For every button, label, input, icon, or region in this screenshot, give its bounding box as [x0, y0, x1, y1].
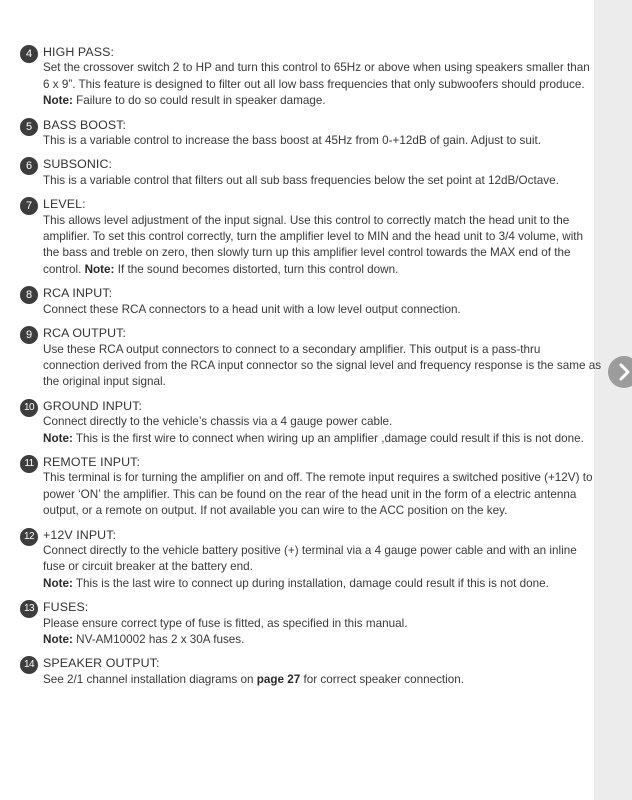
section-rca-output: [20, 325, 612, 391]
section-number: 7: [20, 197, 38, 215]
note-line: [43, 632, 612, 648]
section-speaker-output: [20, 655, 612, 688]
section-number: 10: [20, 399, 38, 417]
section-heading: SPEAKER OUTPUT:: [43, 656, 160, 671]
section-number: 14: [20, 656, 38, 674]
note-label: Note:: [43, 633, 73, 646]
section-heading: FUSES:: [43, 600, 89, 615]
note-text: If the sound becomes distorted, turn this control down.: [114, 262, 399, 276]
note-line: [43, 93, 612, 109]
section-heading: RCA OUTPUT:: [43, 326, 127, 341]
section-rca-input: [20, 285, 612, 318]
note-text: This is the last wire to connect up during installation, damage could result if this is not done.: [72, 576, 549, 590]
section-heading: HIGH PASS:: [43, 45, 114, 59]
body-line: Set the crossover switch 2 to HP and turn this control to 65Hz or above when using speakers smaller than: [43, 61, 590, 75]
note-text: NV-AM10002 has 2 x 30A fuses.: [72, 633, 245, 646]
section-number: 9: [20, 326, 38, 344]
body-line: amplifier. To set this control correctly, turn the amplifier level to MIN and the head unit to 3/4 volume, with: [43, 230, 584, 244]
chevron-right-icon: [608, 356, 632, 388]
note-line: [43, 262, 612, 278]
body-line: 6 x 9”. This feature is designed to filter out all low bass frequencies that only subwoofers should produce.: [43, 77, 585, 91]
section-number: 4: [20, 45, 38, 63]
section-fuses: [20, 599, 612, 648]
section-subsonic: [20, 156, 612, 189]
body-line: Please ensure correct type of fuse is fitted, as specified in this manual.: [43, 616, 408, 630]
section-heading: REMOTE INPUT:: [43, 454, 140, 469]
section-remote-input: [20, 454, 612, 520]
body-line: This is a variable control that filters out all sub bass frequencies below the set point at 12dB/Octave.: [43, 173, 559, 187]
body-text: control.: [43, 262, 85, 276]
body-line: connection derived from the RCA input connector so the signal level and frequency response is the same as: [43, 358, 602, 372]
note-label: Note:: [43, 94, 73, 108]
section-ground-input: [20, 398, 612, 447]
body-line: Connect directly to the vehicle’s chassis via a 4 gauge power cable.: [43, 415, 393, 429]
section-number: 8: [20, 286, 38, 304]
section-heading: RCA INPUT:: [43, 286, 113, 301]
body-line: Connect these RCA connectors to a head unit with a low level output connection.: [43, 302, 461, 316]
section-number: 6: [20, 157, 38, 175]
section-number: 13: [20, 600, 38, 618]
section-number: 12: [20, 528, 38, 546]
note-label: Note:: [84, 262, 115, 276]
note-line: [43, 431, 612, 447]
controls-list: [20, 44, 612, 695]
body-line: This allows level adjustment of the input signal. Use this control to correctly match the head unit to the: [43, 213, 570, 227]
body-text: for correct speaker connection.: [300, 672, 465, 686]
body-line: This terminal is for turning the amplifier on and off. The remote input requires a switched positive (+12V) to: [43, 471, 593, 485]
note-line: [43, 576, 612, 592]
body-line: [43, 672, 612, 688]
body-line: Connect directly to the vehicle battery positive (+) terminal via a 4 gauge power cable and with an inline: [43, 543, 577, 557]
page-reference: page 27: [256, 672, 301, 686]
section-heading: LEVEL:: [43, 197, 86, 212]
section-12v-input: [20, 527, 612, 593]
section-high-pass: [20, 44, 612, 110]
body-line: the bass and treble on zero, then slowly turn up this amplifier level control towards the MAX end of the: [43, 246, 571, 260]
next-page-button[interactable]: [608, 356, 632, 388]
section-heading: SUBSONIC:: [43, 157, 113, 172]
section-heading: BASS BOOST:: [43, 117, 127, 132]
body-line: This is a variable control to increase the bass boost at 45Hz from 0-+12dB of gain. Adjust to suit.: [43, 134, 541, 148]
body-line: the original input signal.: [43, 375, 166, 389]
section-level: [20, 196, 612, 278]
body-line: power ‘ON’ the amplifier. This can be found on the rear of the head unit in the form of a electric antenna: [43, 487, 577, 501]
body-line: fuse or circuit breaker at the battery end.: [43, 560, 253, 574]
section-heading: +12V INPUT:: [43, 527, 117, 542]
section-heading: GROUND INPUT:: [43, 398, 143, 413]
section-number: 5: [20, 118, 38, 136]
body-text: See 2/1 channel installation diagrams on: [43, 672, 257, 686]
note-label: Note:: [43, 576, 73, 590]
note-text: This is the first wire to connect when wiring up an amplifier ,damage could result if this is not done.: [72, 431, 584, 445]
section-number: 11: [20, 455, 38, 473]
body-line: output, or a remote on output. If not available you can wire to the ACC position on the key.: [43, 504, 508, 518]
body-line: Use these RCA output connectors to connect to a secondary amplifier. This output is a pass-thru: [43, 342, 541, 356]
note-label: Note:: [43, 431, 73, 445]
note-text: Failure to do so could result in speaker damage.: [72, 94, 326, 108]
section-bass-boost: [20, 117, 612, 150]
